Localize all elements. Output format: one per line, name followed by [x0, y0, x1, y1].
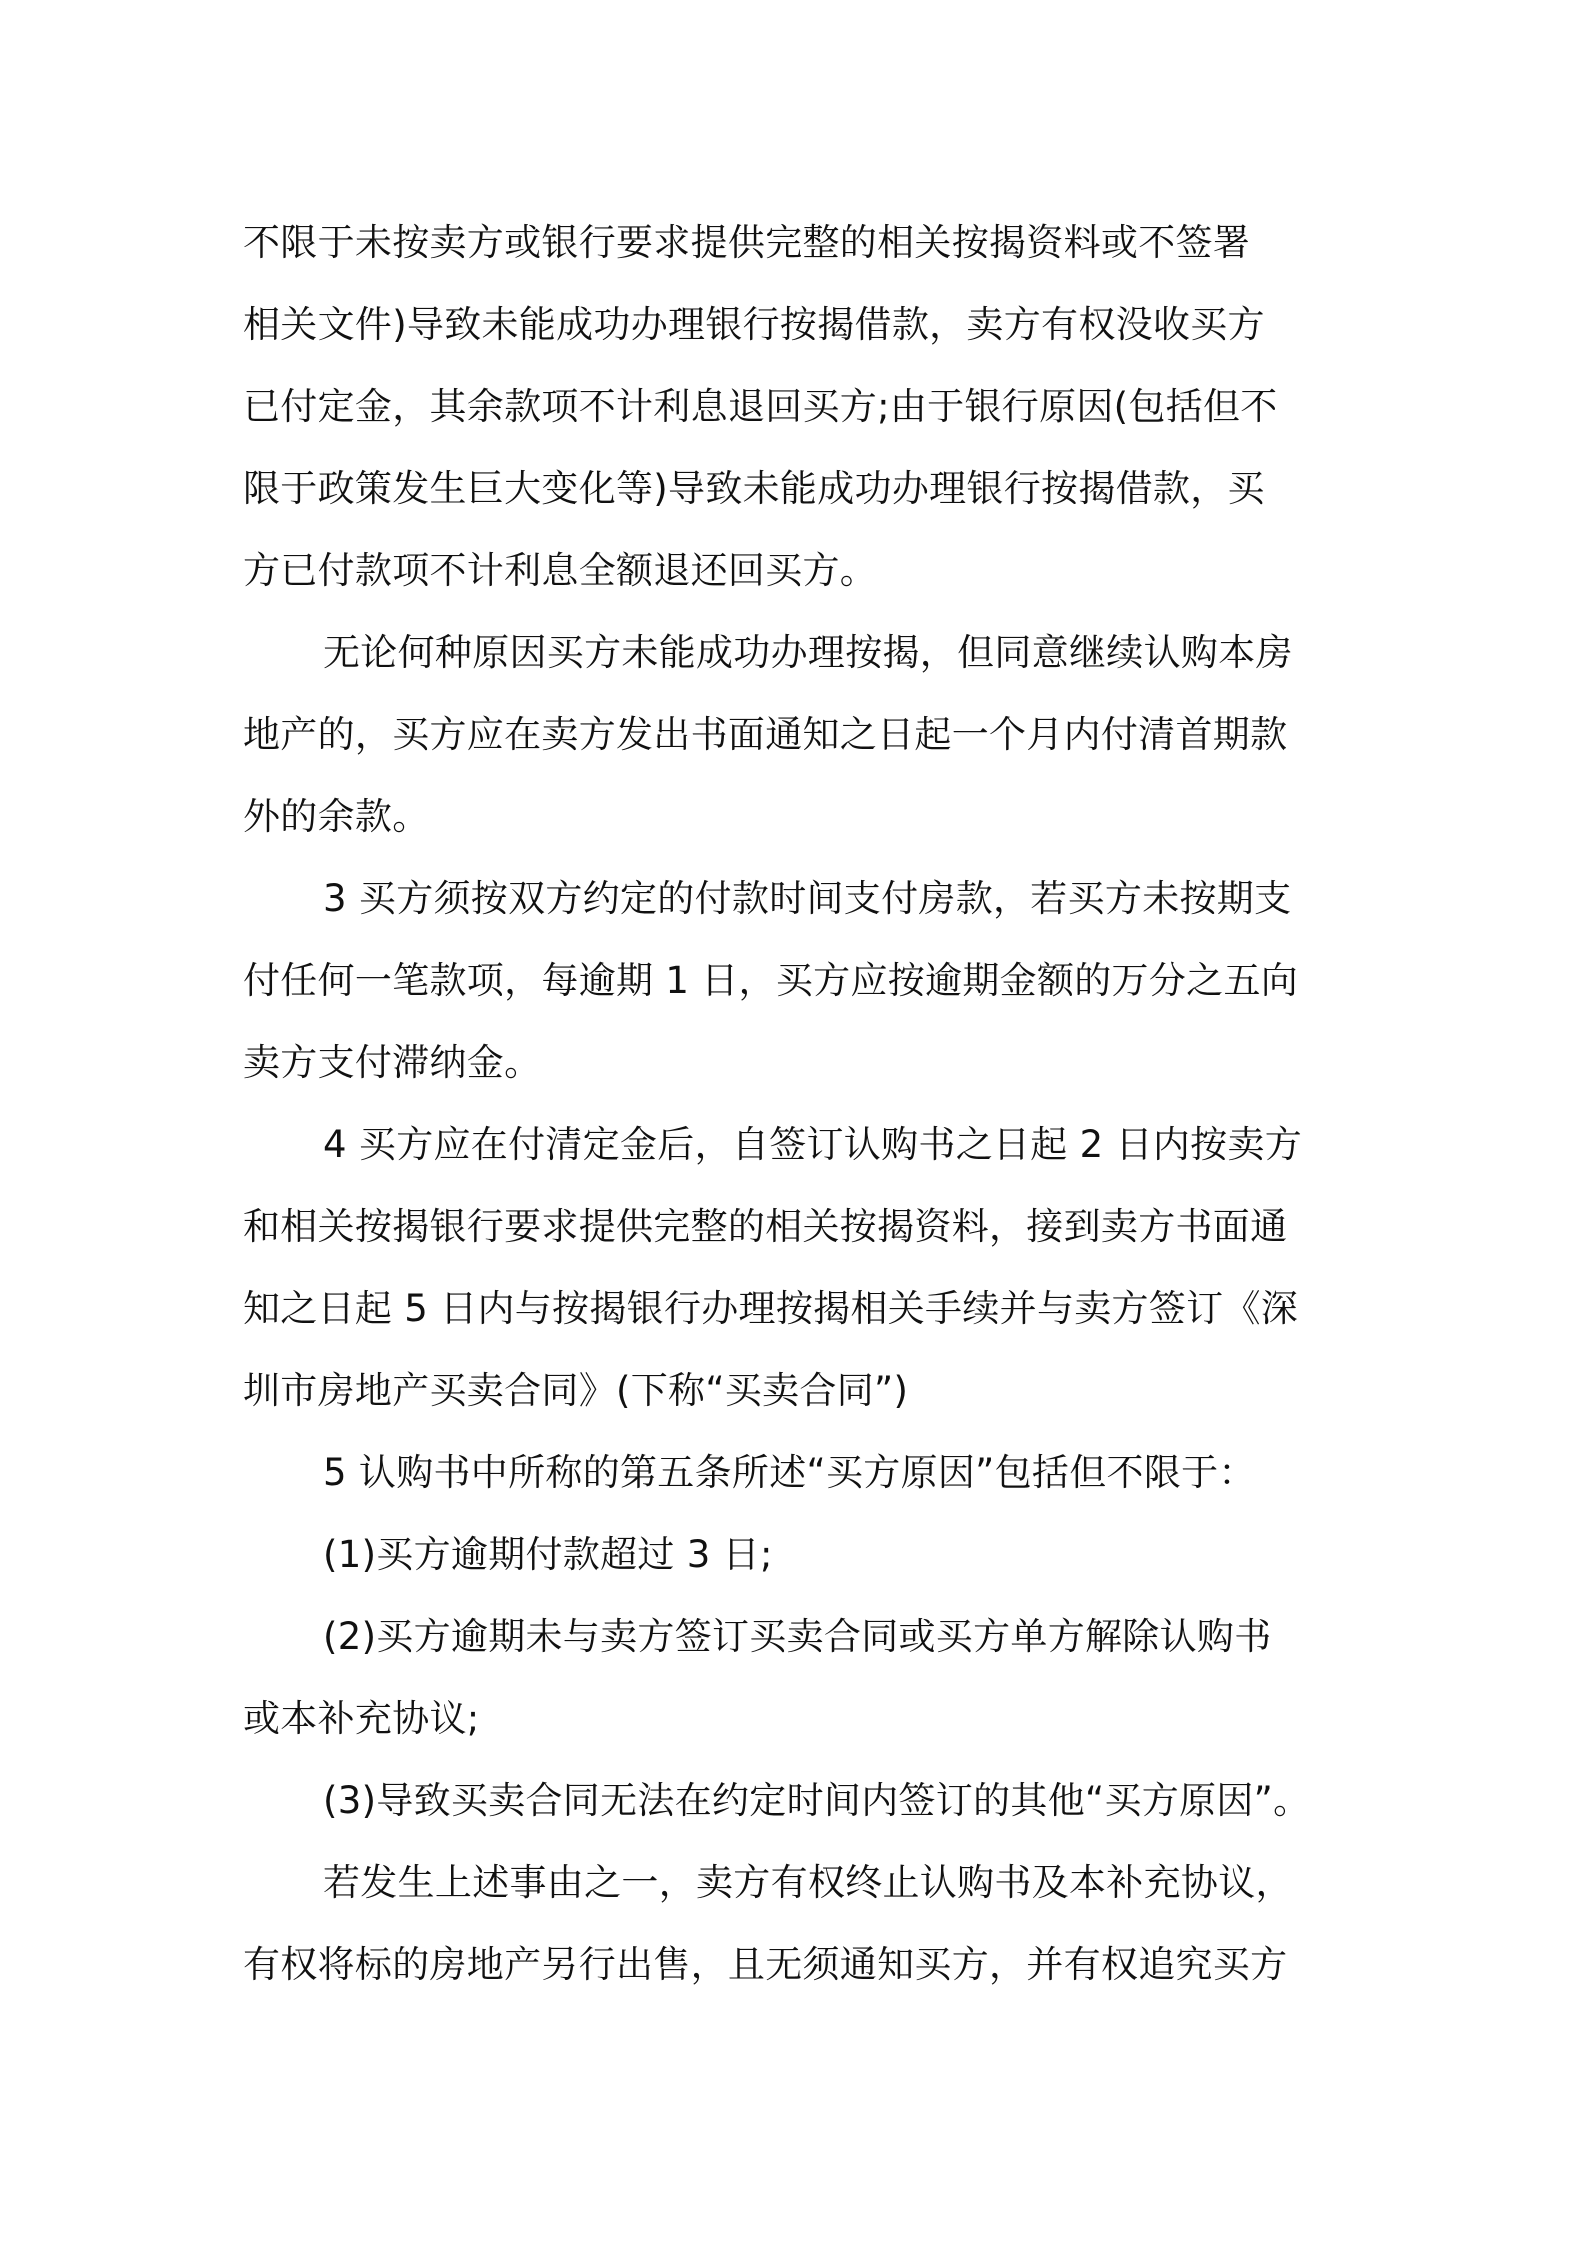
list-item-3: (3)导致买卖合同无法在约定时间内签订的其他“买方原因”。 [323, 1779, 1311, 1822]
paragraph-first-line: 若发生上述事由之一，卖方有权终止认购书及本补充协议， [323, 1861, 1293, 1904]
text-line: 相关文件)导致未能成功办理银行按揭借款，卖方有权没收买方 [243, 303, 1265, 346]
paragraph-first-line: 3 买方须按双方约定的付款时间支付房款，若买方未按期支 [323, 877, 1292, 920]
text-line: 卖方支付滞纳金。 [243, 1041, 542, 1084]
text-line: 不限于未按卖方或银行要求提供完整的相关按揭资料或不签署 [243, 221, 1251, 264]
list-item-2: (2)买方逾期未与卖方签订买卖合同或买方单方解除认购书 [323, 1615, 1272, 1658]
paragraph-first-line: 5 认购书中所称的第五条所述“买方原因”包括但不限于： [323, 1451, 1256, 1494]
text-line: 和相关按揭银行要求提供完整的相关按揭资料，接到卖方书面通 [243, 1205, 1288, 1248]
text-line: 圳市房地产买卖合同》(下称“买卖合同”) [243, 1369, 909, 1412]
text-line: 已付定金，其余款项不计利息退回买方;由于银行原因(包括但不 [243, 385, 1278, 428]
text-line: 付任何一笔款项，每逾期 1 日，买方应按逾期金额的万分之五向 [243, 959, 1299, 1002]
text-line: 有权将标的房地产另行出售，且无须通知买方，并有权追究买方 [243, 1943, 1288, 1986]
text-line: 知之日起 5 日内与按揭银行办理按揭相关手续并与卖方签订《深 [243, 1287, 1299, 1330]
text-line: 地产的，买方应在卖方发出书面通知之日起一个月内付清首期款 [243, 713, 1288, 756]
paragraph-first-line: 4 买方应在付清定金后，自签订认购书之日起 2 日内按卖方 [323, 1123, 1303, 1166]
document-body [243, 202, 1373, 2006]
text-line: 方已付款项不计利息全额退还回买方。 [243, 549, 878, 592]
paragraph-first-line: 无论何种原因买方未能成功办理按揭，但同意继续认购本房 [323, 631, 1293, 674]
text-line: 或本补充协议; [243, 1697, 480, 1740]
list-item-1: (1)买方逾期付款超过 3 日; [323, 1533, 773, 1576]
text-line: 限于政策发生巨大变化等)导致未能成功办理银行按揭借款，买 [243, 467, 1265, 510]
text-line: 外的余款。 [243, 795, 430, 838]
